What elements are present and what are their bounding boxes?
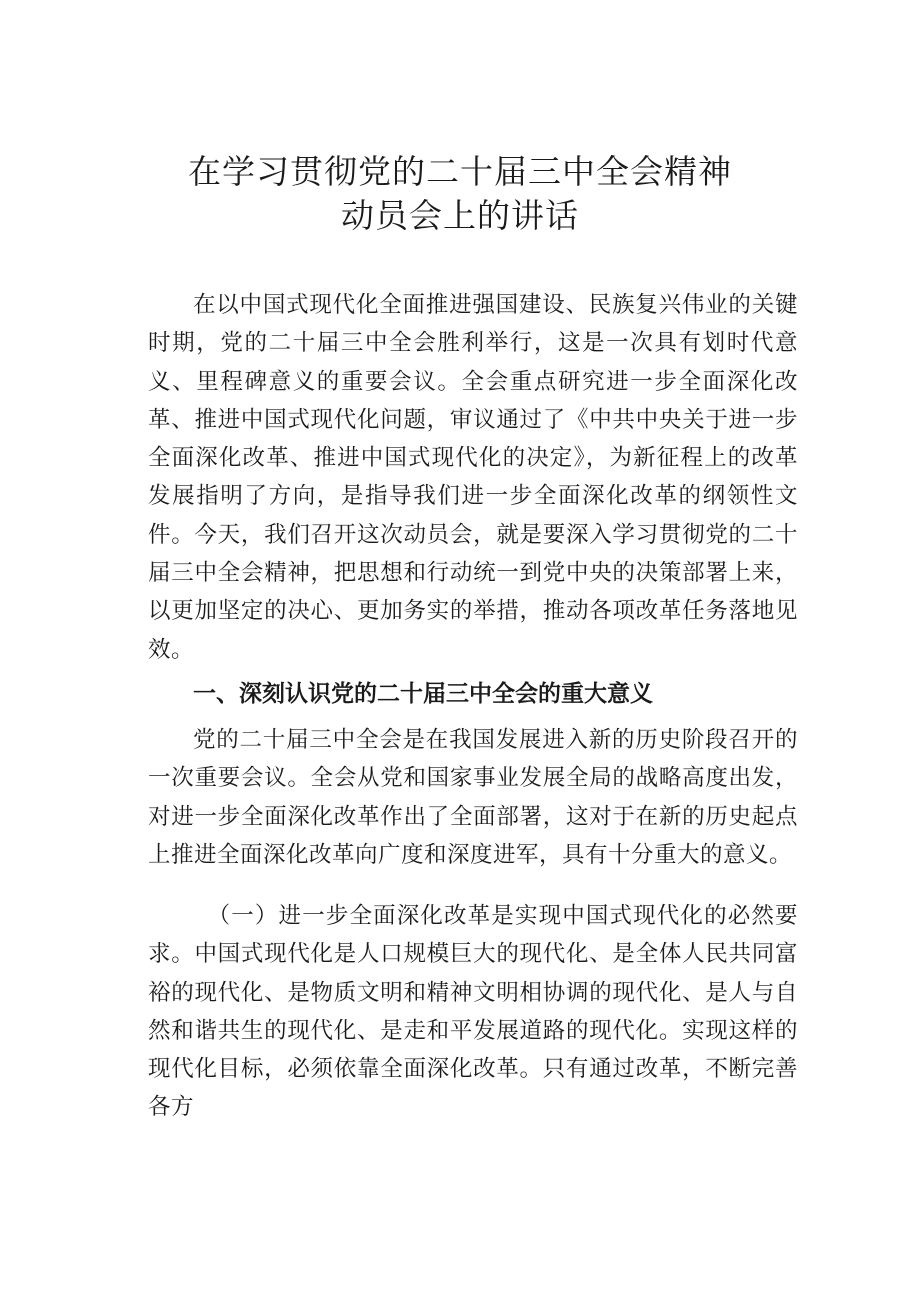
intro-paragraph: 在以中国式现代化全面推进强国建设、民族复兴伟业的关键时期，党的二十届三中全会胜利举行，这是一次具有划时代意义、里程碑意义的重要会议。全会重点研究进一步全面深化改革、推进中国式现代化问题，审议通过了《中共中央关于进一步全面深化改革、推进中国式现代化的决定》，为新征程上的改革发展指明了方向，是指导我们进一步全面深化改革的纲领性文件。今天，我们召开这次动员会，就是要深入学习贯彻党的二十届三中全会精神，把思想和行动统一到党中央的决策部署上来，以更加坚定的决心、更加务实的举措，推动各项改革任务落地见效。: [148, 292, 798, 663]
document-title-line-2: 动员会上的讲话: [341, 196, 579, 235]
document-title-line-1: 在学习贯彻党的二十届三中全会精神: [188, 152, 732, 191]
subsection-1-paragraph: [148, 897, 798, 1127]
subsection-1-heading: （一）进一步全面深化改革是实现中国式现代化的必然要求。: [148, 903, 798, 968]
section-1-paragraph: 党的二十届三中全会是在我国发展进入新的历史阶段召开的一次重要会议。全会从党和国家事业发展全局的战略高度出发，对进一步全面深化改革作出了全面部署，这对于在新的历史起点上推进全面深化改革向广度和深度进军，具有十分重大的意义。: [148, 727, 798, 868]
subsection-1-body: 中国式现代化是人口规模巨大的现代化、是全体人民共同富裕的现代化、是物质文明和精神文明相协调的现代化、是人与自然和谐共生的现代化、是走和平发展道路的现代化。实现这样的现代化目标，必须依靠全面深化改革。只有通过改革，不断完善各方: [148, 941, 798, 1121]
section-1-heading: 一、深刻认识党的二十届三中全会的重大意义: [193, 681, 653, 707]
